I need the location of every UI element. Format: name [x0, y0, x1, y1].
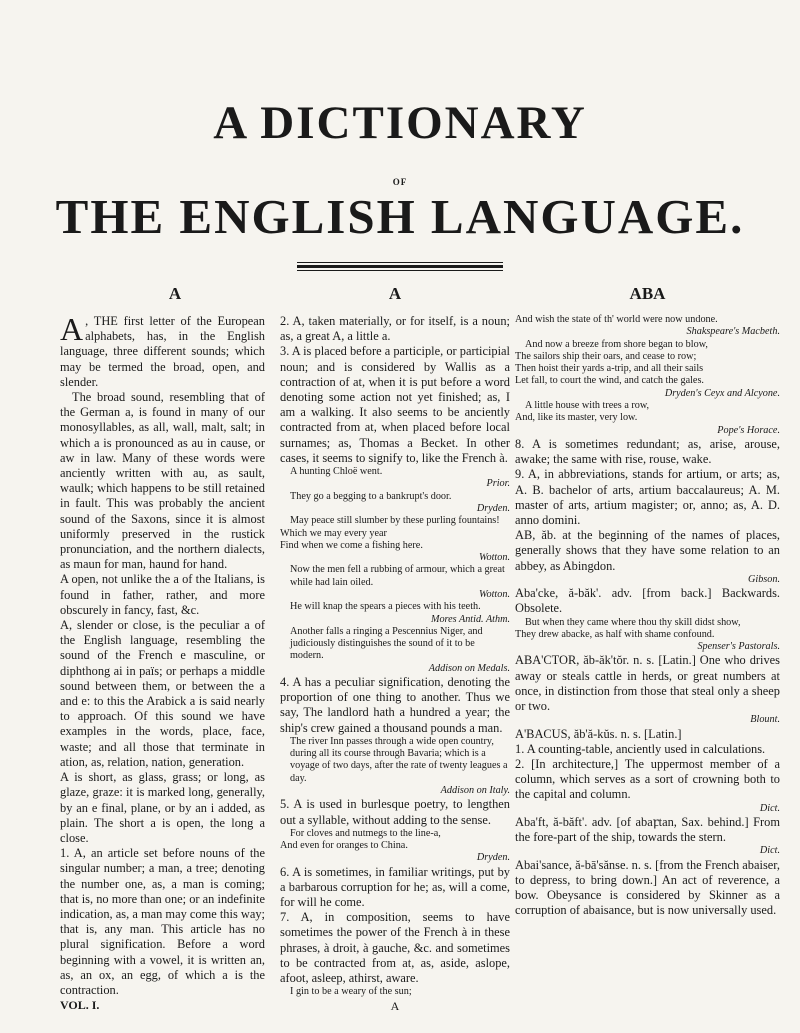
quotation-source: Spenser's Pastorals. — [697, 641, 780, 653]
column-header-left: A — [168, 284, 182, 303]
quotation: May peace still slumber by these purling fountains! — [290, 515, 500, 527]
quotation: And even for oranges to China. — [280, 840, 408, 852]
quotation: And, like its master, very low. — [515, 412, 638, 424]
paragraph: 3. A is placed before a participle, or participial noun; and is considered by Wallis as a contraction of at, when it is put before a word denoting some action not yet finished; as, I am a walking. It also seems to be anciently contracted from at, when placed before local surnames; as, Thomas a Becket. In other cases, it seems to signify to, like the French à. — [280, 344, 510, 465]
column-header-right: ABA — [629, 284, 666, 303]
volume-label: VOL. I. — [60, 998, 100, 1013]
entry-abacke: Aba'cke, ă-băk'. adv. [from back.] Backwards. Obsolete. — [515, 586, 780, 616]
paragraph: The broad sound, resembling that of the German a, is found in many of our monosyllables, as all, wall, malt, salt; in which a is pronounced as au in cause, or aw in law. Many of these words were anciently written with au, as sault, waulk; which happens to be still retained in fault. This was probably the ancient sound of the Saxons, since it is almost uniformly preserved in the rustick pronunciation, and the northern dialects, as maun for man, haund for hand. — [60, 390, 265, 572]
signature-mark: A — [390, 998, 400, 1013]
quotation-source: Dryden's Ceyx and Alcyone. — [664, 387, 780, 399]
quotation-source: Gibson. — [748, 573, 780, 585]
quotation-source: Pope's Horace. — [717, 424, 780, 436]
quotation: They drew abacke, as half with shame confound. — [515, 628, 715, 640]
quotation: A hunting Chloë went. — [290, 466, 383, 478]
quotation-source: Prior. — [486, 478, 510, 490]
quotation: Which we may every year — [280, 527, 387, 539]
quotation-source: Blount. — [750, 714, 780, 726]
paragraph: 9. A, in abbreviations, stands for artium, or arts; as, A. B. bachelor of arts, artium baccalaureus; A. M. master of arts, artium magister; or, anno; as, A. D. anno domini. — [515, 467, 780, 527]
paragraph: 1. A counting-table, anciently used in calculations. — [515, 741, 766, 756]
quotation: And now a breeze from shore began to blow, — [525, 338, 708, 350]
column-2 — [280, 314, 510, 1014]
quotation-source: Wotton. — [478, 589, 510, 600]
column-3 — [515, 314, 780, 918]
paragraph: A open, not unlike the a of the Italians, is found in father, rather, and more obscurely in fancy, fast, &c. — [60, 572, 265, 617]
paragraph: 5. A is used in burlesque poetry, to lengthen out a syllable, without adding to the sense. — [280, 797, 510, 827]
paragraph: 7. A, in composition, seems to have sometimes the power of the French à in these phrases, à droit, à gauche, &c. and sometimes to be contracted from at, as, aside, aslope, afoot, asleep, athirst, aware. — [280, 910, 510, 986]
quotation-source: Addison on Italy. — [440, 785, 510, 797]
quotation: For cloves and nutmegs to the line-a, — [290, 827, 441, 839]
title-english-language: THE ENGLISH LANGUAGE. — [55, 189, 745, 244]
quotation-source: Dict. — [759, 802, 780, 814]
quotation: Let fall, to court the wind, and catch the gales. — [515, 375, 704, 387]
column-header-middle: A — [388, 284, 402, 303]
paragraph: A is short, as glass, grass; or long, as glaze, graze: it is marked long, generally, by an e final, plane, or by an i added, as plain. The short a is open, the long a close. — [60, 770, 265, 845]
paragraph: 8. A is sometimes redundant; as, arise, arouse, awake; the same with rise, rouse, wake. — [515, 436, 780, 467]
quotation: Another falls a ringing a Pescennius Niger, and judiciously distinguishes the sound of it to be modern. — [290, 625, 483, 662]
quotation: He will knap the spears a pieces with his teeth. — [290, 601, 481, 613]
entry-abactor: ABA'CTOR, ăb-ăk'tŏr. n. s. [Latin.] One who drives away or steals cattle in herds, or great numbers at once, in distinction from those that steal only a sheep or two. — [515, 653, 780, 713]
quotation-source: Wotton. — [478, 552, 510, 564]
quotation: Find when we come a fishing here. — [280, 539, 423, 551]
paragraph: 1. A, an article set before nouns of the singular number; a man, a tree; denoting the number one, as, a man is coming; that is, no more than one; or an indefinite indication, as, a man may come this way; that is, any man. This article has no plural signification. Before a word beginning with a vowel, it is written an, as, an ox, an egg, of which a is the contraction. — [60, 846, 265, 997]
entry-abaft: Aba'ft, ă-băft'. adv. [of abaꝼtan, Sax. behind.] From the fore-part of the ship, towards the stern. — [515, 814, 780, 845]
paragraph: A, slender or close, is the peculiar a of the English language, resembling the sound of the French e masculine, or diphthong ai in païs; or perhaps a middle sound between them, or between the a and e: to this the Arabick a is said nearly to approach. Of this sound we have examples in the words, place, face, waste; and all those that terminate in ation, as, relation, nation, generation. — [60, 618, 265, 769]
quotation-source: Dryden. — [476, 502, 510, 514]
paragraph: 2. A, taken materially, or for itself, is a noun; as, a great A, a little a. — [280, 314, 510, 344]
quotation-source: Dryden. — [476, 852, 510, 864]
entry-abacus: A'BACUS, ăb'ă-kŭs. n. s. [Latin.] — [515, 726, 682, 741]
quotation-source: Dict. — [759, 845, 780, 857]
paragraph: 6. A is sometimes, in familiar writings, put by a barbarous corruption for he; as, will a come, for will he come. — [280, 864, 510, 910]
title-dictionary: A DICTIONARY — [213, 97, 587, 149]
quotation: But when they came where thou thy skill didst show, — [525, 616, 741, 628]
quotation: I gin to be a weary of the sun; — [290, 986, 412, 998]
quotation: The sailors ship their oars, and cease to row; — [515, 350, 697, 362]
paragraph: 2. [In architecture,] The uppermost member of a column, which serves as a sort of crowning both to the capital and column. — [515, 756, 780, 802]
column-1 — [60, 311, 265, 1013]
quotation: They go a begging to a bankrupt's door. — [290, 490, 452, 502]
quotation: Then hoist their yards a-trip, and all their sails — [515, 363, 704, 375]
quotation: The river Inn passes through a wide open country, during all its course through Bavaria; which is a voyage of two days, after the rate of twenty leagues a day. — [290, 735, 508, 784]
drop-cap: A — [60, 311, 84, 347]
entry-ab: AB, ăb. at the beginning of the names of places, generally shows that they have some relation to an abbey, as Abingdon. — [515, 528, 780, 573]
paragraph: 4. A has a peculiar signification, denoting the proportion of one thing to another. Thus we say, The landlord hath a hundred a year; the ship's crew gained a thousand pounds a man. — [280, 675, 510, 735]
quotation: A little house with trees a row, — [525, 400, 650, 412]
quotation: Now the men fell a rubbing of armour, which a great while had lain oiled. — [290, 564, 505, 588]
quotation-source: Addison on Medals. — [428, 662, 510, 674]
quotation-source: Shakspeare's Macbeth. — [686, 326, 780, 338]
quotation: And wish the state of th' world were now undone. — [515, 314, 718, 325]
quotation-source: Mores Antid. Athm. — [430, 613, 510, 625]
title-of: OF — [392, 177, 408, 187]
entry-a-intro: A , THE first letter of the European alphabets, has, in the English language, three different sounds; which may be termed the broad, open, and slender. — [60, 311, 265, 389]
entry-abaisance: Abai'sance, ă-bā'sănse. n. s. [from the French abaiser, to depress, to bring down.] An act of reverence, a bow. Obeysance is considered by Skinner as a corruption of abaisance, but is now universally used. — [515, 857, 780, 918]
